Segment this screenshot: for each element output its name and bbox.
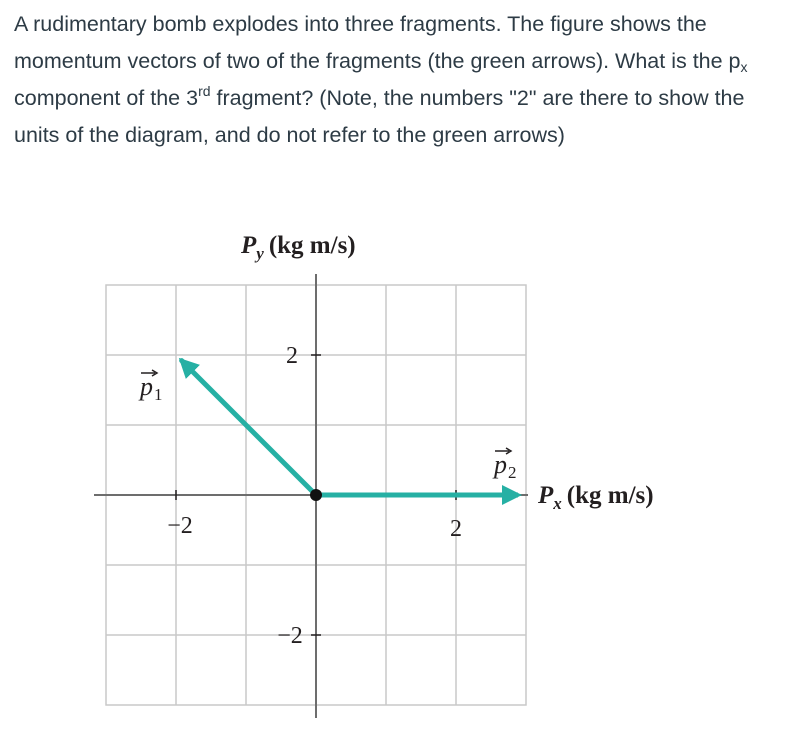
y-axis-label: [240, 232, 356, 263]
question-part-1: A rudimentary bomb explodes into three fragments. The figure shows the momentum vectors of two of the fragments (the green arrows). What is the p: [14, 12, 741, 73]
vector1-subscript: 1: [154, 385, 163, 404]
x-axis-units: (kg m/s): [566, 482, 654, 509]
tick-label-x-neg: −2: [167, 513, 193, 539]
x-axis-symbol: P: [538, 482, 554, 509]
y-axis-symbol: P: [241, 232, 257, 259]
rd-superscript: rd: [198, 83, 211, 99]
tick-label-y-neg: −2: [277, 623, 303, 649]
vector2-label: [492, 448, 517, 482]
y-axis-units: (kg m/s): [268, 232, 356, 259]
vector1-symbol: p: [140, 372, 153, 401]
vector-p1-arrow: [182, 361, 316, 495]
y-axis-subscript: y: [256, 244, 264, 263]
x-axis-subscript: x: [553, 494, 562, 513]
px-subscript: x: [740, 59, 748, 75]
vector2-symbol: p: [494, 450, 507, 479]
x-axis-label: [537, 482, 654, 513]
origin-dot: [310, 489, 322, 501]
vector1-label: [138, 370, 163, 404]
tick-label-y-pos: 2: [286, 343, 298, 369]
tick-label-x-pos: 2: [450, 516, 462, 542]
vector2-subscript: 2: [508, 463, 517, 482]
question-part-3: fragment? (Note, the numbers "2" are there to show the units of the diagram, and do not refer to the green arrows): [14, 86, 745, 147]
question-part-2: component of the 3: [14, 86, 199, 110]
